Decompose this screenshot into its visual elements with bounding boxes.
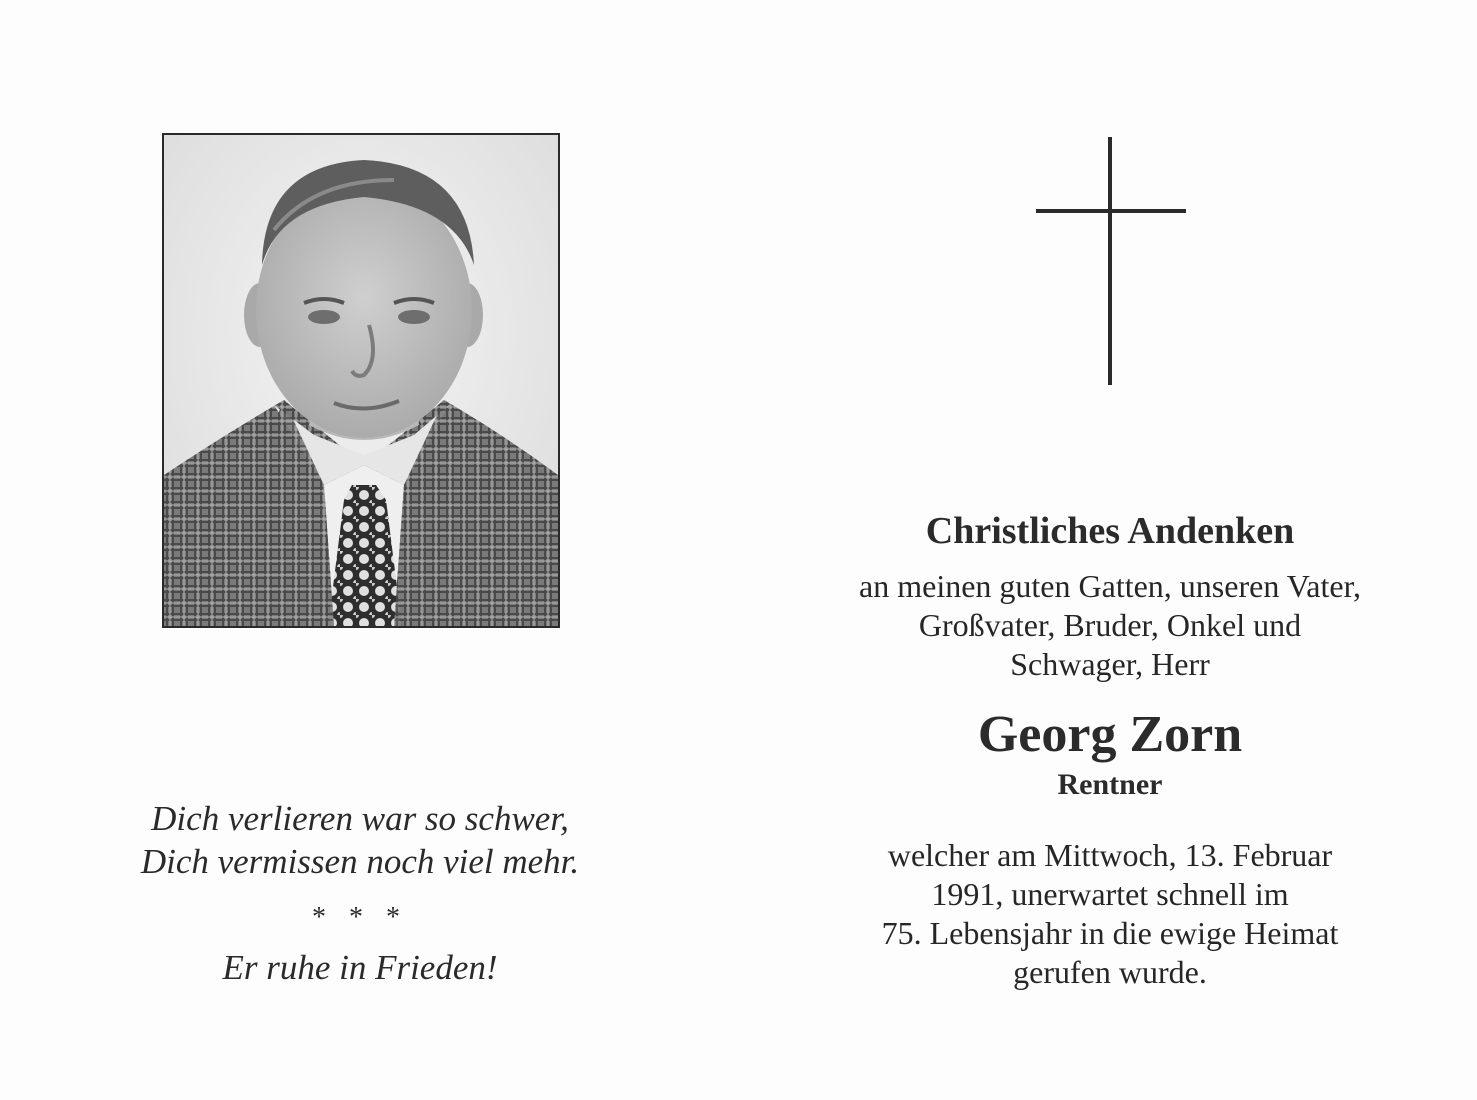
verse-separator: * * * (312, 902, 408, 933)
verse-line: Dich verlieren war so schwer, (151, 799, 569, 838)
intro-line: Schwager, Herr (1010, 646, 1210, 682)
intro-line: Großvater, Bruder, Onkel und (918, 607, 1302, 643)
verse-line: Dich vermissen noch viel mehr. (140, 842, 580, 881)
memorial-heading: Christliches Andenken (925, 510, 1295, 552)
death-line: 1991, unerwartet schnell im (931, 876, 1289, 912)
death-line: gerufen wurde. (1013, 954, 1207, 990)
death-line: welcher am Mittwoch, 13. Februar (887, 837, 1333, 873)
cross-icon (1036, 137, 1186, 385)
deceased-name: Georg Zorn (977, 706, 1243, 763)
death-line: 75. Lebensjahr in die ewige Heimat (881, 915, 1339, 951)
portrait-photo (162, 133, 560, 628)
memorial-intro (810, 567, 1410, 684)
death-notice (810, 836, 1410, 992)
deceased-profession: Rentner (1057, 768, 1163, 801)
closing-blessing: Er ruhe in Frieden! (222, 948, 498, 987)
intro-line: an meinen guten Gatten, unseren Vater, (859, 568, 1361, 604)
verse-text (110, 797, 610, 883)
